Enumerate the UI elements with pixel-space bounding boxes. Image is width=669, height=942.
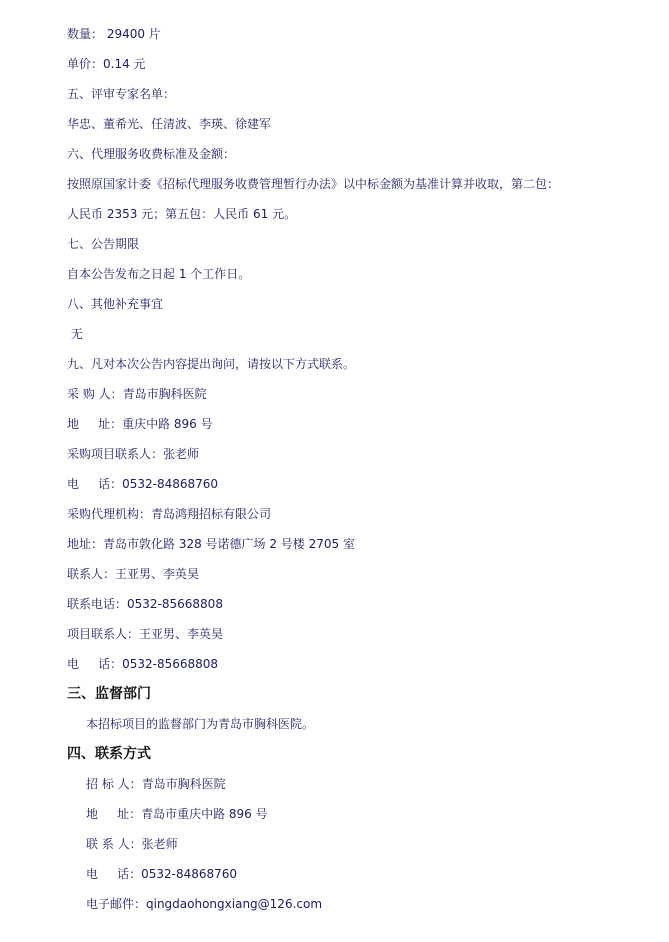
quantity-line: 数量： 29400 片 [67, 27, 161, 41]
section-6-title: 六、代理服务收费标准及金额： [67, 147, 236, 161]
other-matters-line: 无 [67, 327, 83, 341]
supervision-dept-line: 本招标项目的监督部门为青岛市胸科医院。 [86, 717, 315, 731]
tenderer-line: 招 标 人：青岛市胸科医院 [86, 777, 226, 791]
project-phone-line: 电 话：0532-85668808 [67, 657, 219, 671]
agency-line: 采购代理机构：青岛鸿翔招标有限公司 [67, 507, 272, 521]
tenderer-phone-line: 电 话：0532-84868760 [86, 867, 238, 881]
purchaser-line: 采 购 人：青岛市胸科医院 [67, 387, 207, 401]
tenderer-address-line: 地 址：青岛市重庆中路 896 号 [86, 807, 268, 821]
unit-price-line: 单价：0.14 元 [67, 57, 146, 71]
purchaser-contact-line: 采购项目联系人：张老师 [67, 447, 200, 461]
tenderer-email-line: 电子邮件：qingdaohongxiang@126.com [86, 897, 323, 911]
tenderer-contact-line: 联 系 人：张老师 [86, 837, 178, 851]
project-contact-line: 项目联系人：王亚男、李英昊 [67, 627, 224, 641]
purchaser-address-line: 地 址：重庆中路 896 号 [67, 417, 213, 431]
section-4-heading: 四、联系方式 [67, 746, 151, 762]
section-9-title: 九、凡对本次公告内容提出询问，请按以下方式联系。 [67, 357, 356, 371]
expert-names-line: 华忠、董希光、任清波、李瑛、徐建军 [67, 117, 272, 131]
section-5-title: 五、评审专家名单： [67, 87, 176, 101]
agency-address-line: 地址：青岛市敦化路 328 号诺德广场 2 号楼 2705 室 [67, 537, 355, 551]
purchaser-phone-line: 电 话：0532-84868760 [67, 477, 219, 491]
notice-period-line: 自本公告发布之日起 1 个工作日。 [67, 267, 251, 281]
section-7-title: 七、公告期限 [67, 237, 140, 251]
fee-basis-line: 按照原国家计委《招标代理服务收费管理暂行办法》以中标金额为基准计算并收取，第二包： [67, 177, 560, 191]
fee-amount-line: 人民币 2353 元；第五包：人民币 61 元。 [67, 207, 297, 221]
agency-contact-line: 联系人：王亚男、李英昊 [67, 567, 200, 581]
agency-phone-line: 联系电话：0532-85668808 [67, 597, 223, 611]
section-3-heading: 三、监督部门 [67, 686, 151, 702]
section-8-title: 八、其他补充事宜 [67, 297, 164, 311]
